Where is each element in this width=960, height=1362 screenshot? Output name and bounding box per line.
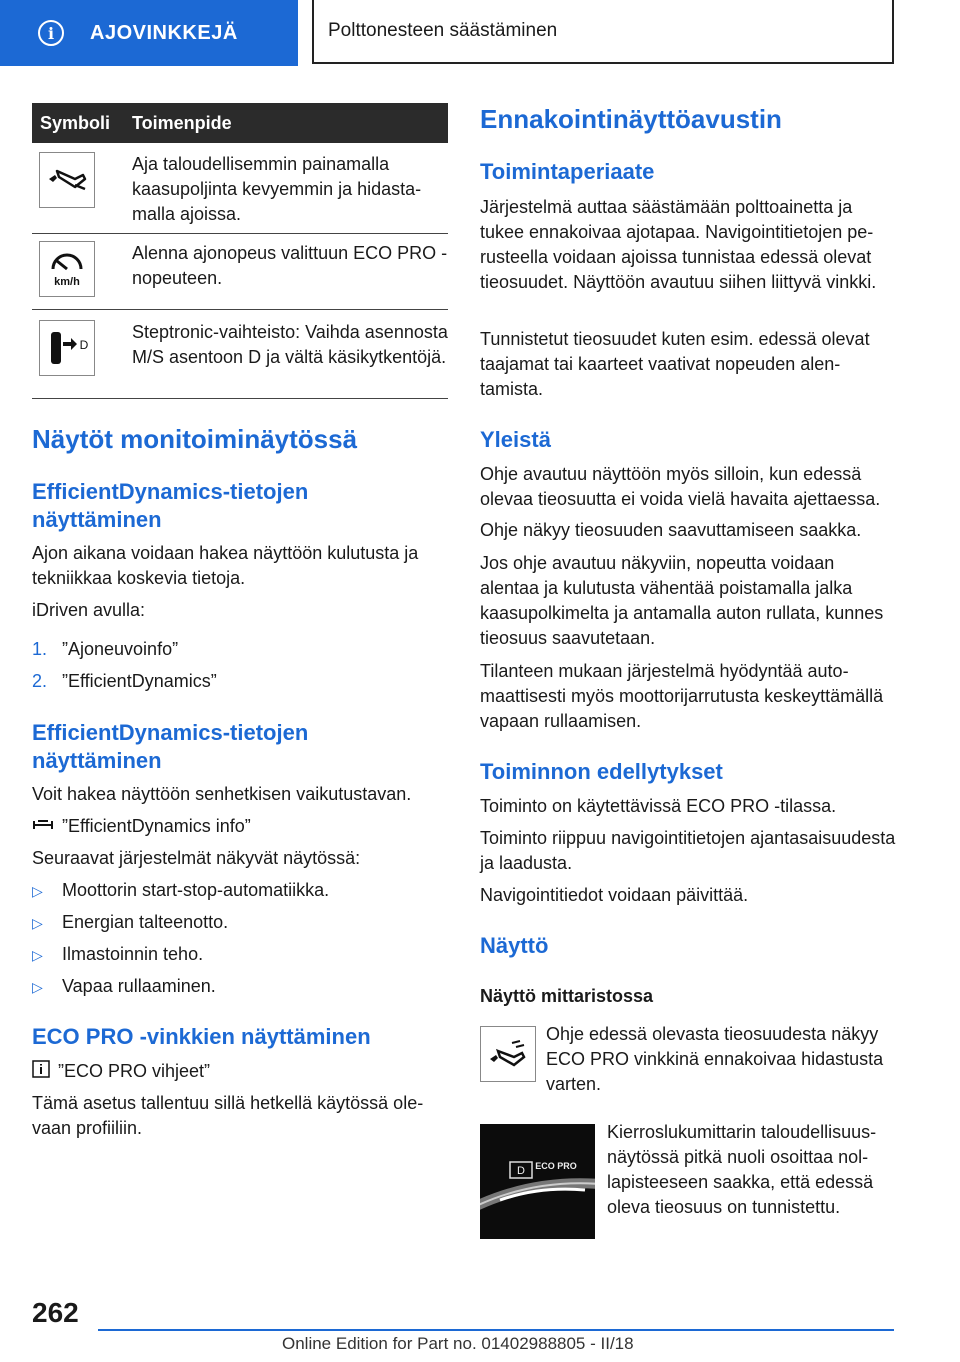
row-text: Aja taloudellisemmin painamalla kaasupoljinta kevyemmin ja hidastamalla ajoissa.: [132, 154, 422, 224]
symbol-table-header: [32, 103, 448, 143]
section-tab-label: AJOVINKKEJÄ: [90, 21, 238, 44]
heading-ed-info-2: EfficientDynamics-tietojen näyttäminen: [32, 720, 309, 773]
paragraph: iDriven avulla:: [32, 600, 146, 620]
chapter-title-text: Polttonesteen säästäminen: [328, 20, 558, 41]
paragraph: Ohje avautuu näyttöön myös silloin, kun edessä olevaa tieosuutta ei voida vielä havaita ajettaessa.: [480, 464, 881, 509]
list-item: [32, 669, 448, 694]
menu-path: [32, 1059, 448, 1085]
info-box-icon: [32, 1060, 50, 1085]
svg-text:D: D: [79, 338, 89, 352]
gauge-d-label: D: [517, 1165, 525, 1177]
list-text: ”Ajoneuvoinfo”: [62, 639, 179, 659]
heading-eco-pro-tips: ECO PRO -vinkkien näyttäminen: [32, 1024, 371, 1049]
row-text: Alenna ajonopeus valittuun ECO PRO -nopeuteen.: [132, 243, 448, 288]
subheading: Näyttö mittaristossa: [480, 986, 654, 1006]
footer-divider: [98, 1329, 894, 1331]
row-text: Steptronic-vaihteisto: Vaihda asennosta M/S asentoon D ja vältä käsikytkentöjä.: [132, 322, 448, 367]
symbol-table: [32, 103, 448, 399]
triangle-bullet-icon: ▷: [32, 883, 43, 899]
list-text: ”EfficientDynamics”: [62, 671, 217, 691]
paragraph: Ajon aikana voidaan hakea näyttöön kulutusta ja tekniikkaa koskevia tietoja.: [32, 543, 419, 588]
paragraph: Tilanteen mukaan järjestelmä hyödyntää automaattisesti myös moottorijarrutusta keskeyttämällä vapaan rullaamisen.: [480, 661, 884, 731]
paragraph: Toiminto riippuu navigointitietojen ajantasaisuudesta ja laadusta.: [480, 828, 896, 873]
list-text: Energian talteenotto.: [62, 912, 229, 932]
paragraph: Järjestelmä auttaa säästämään polttoainetta ja tukee ennakoivaa ajotapaa. Navigointitietojen perusteella voidaan ajoissa tunnistaa edessä olevat tieosuudet. Näyttöön avautuu siihen liittyvä vinkki.: [480, 197, 877, 292]
heading-edellytykset: Toiminnon edellytykset: [480, 759, 723, 784]
list-text: Moottorin start-stop-automatiikka.: [62, 880, 330, 900]
list-item: [32, 974, 216, 1000]
list-number: 1.: [32, 639, 48, 659]
gear-lever-d-icon: [39, 320, 95, 376]
col-action: Toimenpide: [132, 112, 232, 133]
list-item: [32, 637, 448, 662]
speedometer-kmh-icon: [39, 241, 95, 297]
chapter-title: [312, 0, 894, 64]
svg-text:km/h: km/h: [54, 276, 80, 288]
car-icon: [32, 815, 54, 840]
paragraph: Navigointitiedot voidaan päivittää.: [480, 885, 749, 905]
paragraph: Tämä asetus tallentuu sillä hetkellä käytössä olevaan profiiliin.: [32, 1093, 424, 1138]
heading-ed-info-1: EfficientDynamics-tietojen näyttäminen: [32, 479, 309, 532]
col-symbol: Symboli: [40, 112, 111, 133]
list-number: 2.: [32, 671, 48, 691]
page-number: 262: [32, 1297, 79, 1328]
paragraph: Ohje näkyy tieosuuden saavuttamiseen saakka.: [480, 520, 862, 540]
list-item: [32, 910, 228, 936]
paragraph: Kierroslukumittarin taloudellisuusnäytössä pitkä nuoli osoittaa nollapisteeseen saakka, että edessä oleva tieosuus on tunnistettu.: [607, 1122, 877, 1217]
section-tab[interactable]: [0, 0, 298, 66]
list-item: [32, 878, 329, 904]
footer-edition: Online Edition for Part no. 01402988805 - II/18: [282, 1334, 634, 1353]
paragraph: Jos ohje avautuu näkyviin, nopeutta voidaan alentaa ja kulutusta vähentää poistamalla jalka kaasupolkimelta ja antamalla auton rullata, kunnes tieosuus saavutetaan.: [480, 553, 884, 648]
list-text: Vapaa rullaaminen.: [62, 976, 216, 996]
pedal-foot-icon: [39, 152, 95, 208]
info-icon: i: [38, 20, 64, 46]
heading-toimintaperiaate: Toimintaperiaate: [480, 159, 655, 184]
triangle-bullet-icon: ▷: [32, 979, 43, 995]
list-item: [32, 942, 203, 968]
table-row: [32, 310, 448, 399]
menu-path-text: ”EfficientDynamics info”: [62, 816, 251, 836]
table-row: [32, 143, 448, 234]
eco-pro-tip-icon: [480, 1026, 536, 1082]
paragraph: Toiminto on käytettävissä ECO PRO -tilassa.: [480, 796, 837, 816]
heading-ennakointi: Ennakointinäyttöavustin: [480, 104, 782, 134]
triangle-bullet-icon: ▷: [32, 947, 43, 963]
menu-path-text: ”ECO PRO vihjeet”: [58, 1061, 211, 1081]
heading-monitoiminaytto: Näytöt monitoiminäytössä: [32, 424, 358, 454]
paragraph: Voit hakea näyttöön senhetkisen vaikutustavan.: [32, 784, 412, 804]
heading-yleista: Yleistä: [480, 427, 551, 452]
heading-naytto: Näyttö: [480, 933, 549, 958]
triangle-bullet-icon: ▷: [32, 915, 43, 931]
paragraph: Ohje edessä olevasta tieosuudesta näkyy ECO PRO vinkkinä ennakoivaa hidastusta varten.: [546, 1024, 884, 1094]
list-text: Ilmastoinnin teho.: [62, 944, 204, 964]
table-row: [32, 234, 448, 310]
tachometer-image: [480, 1124, 595, 1239]
paragraph: Tunnistetut tieosuudet kuten esim. edessä olevat taajamat tai kaarteet vaativat nopeuden alentamista.: [480, 329, 870, 399]
menu-path: [32, 814, 448, 840]
paragraph: Seuraavat järjestelmät näkyvät näytössä:: [32, 848, 361, 868]
gauge-eco-label: ECO PRO: [535, 1161, 577, 1171]
